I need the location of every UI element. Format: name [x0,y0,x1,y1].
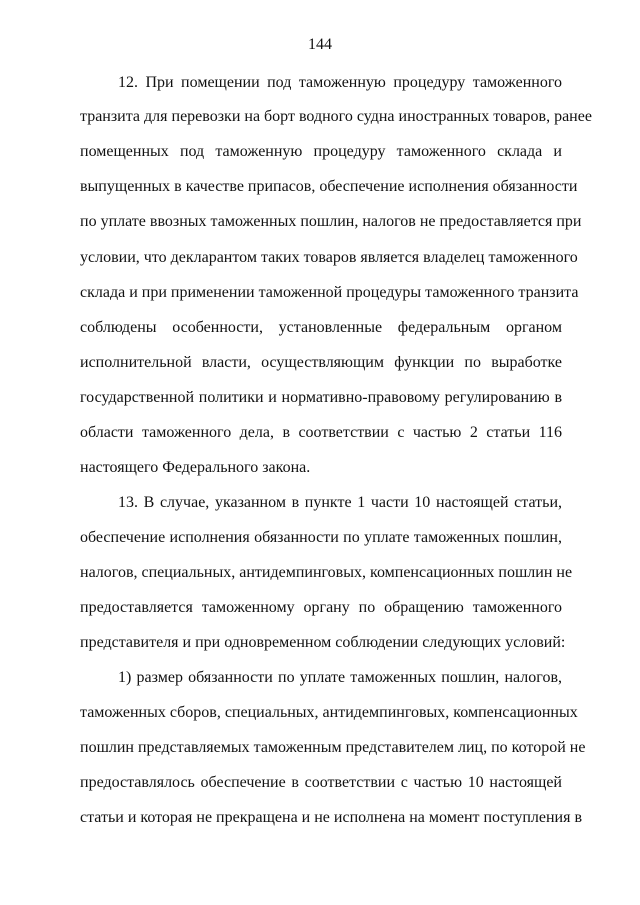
text-line: транзита для перевозки на борт водного судна иностранных товаров, ранее [80,108,592,125]
text-line: 12. При помещении под таможенную процедуру таможенного [118,74,562,91]
page-number: 144 [308,36,332,53]
text-line: пошлин представляемых таможенным представителем лиц, по которой не [80,739,586,756]
text-line: представителя и при одновременном соблюдении следующих условий: [80,634,566,651]
text-line: предоставлялось обеспечение в соответствии с частью 10 настоящей [80,774,562,791]
text-line: 13. В случае, указанном в пункте 1 части 10 настоящей статьи, [118,494,562,511]
text-line: государственной политики и нормативно-правовому регулированию в [80,389,562,406]
text-line: налогов, специальных, антидемпинговых, компенсационных пошлин не [80,564,573,581]
text-line: настоящего Федерального закона. [80,459,311,476]
text-line: помещенных под таможенную процедуру таможенного склада и [80,143,562,160]
text-line: обеспечение исполнения обязанности по уплате таможенных пошлин, [80,529,562,546]
text-line: выпущенных в качестве припасов, обеспечение исполнения обязанности [80,178,578,195]
text-line: статьи и которая не прекращена и не исполнена на момент поступления в [80,809,583,826]
text-line: соблюдены особенности, установленные федеральным органом [80,319,562,336]
text-line: области таможенного дела, в соответствии с частью 2 статьи 116 [80,424,562,441]
text-line: таможенных сборов, специальных, антидемпинговых, компенсационных [80,704,578,721]
text-line: 1) размер обязанности по уплате таможенных пошлин, налогов, [118,669,562,686]
text-line: предоставляется таможенному органу по обращению таможенного [80,599,562,616]
text-line: по уплате ввозных таможенных пошлин, налогов не предоставляется при [80,213,582,230]
text-line: склада и при применении таможенной процедуры таможенного транзита [80,284,579,301]
text-line: условии, что декларантом таких товаров является владелец таможенного [80,249,578,266]
text-line: исполнительной власти, осуществляющим функции по выработке [80,354,562,371]
